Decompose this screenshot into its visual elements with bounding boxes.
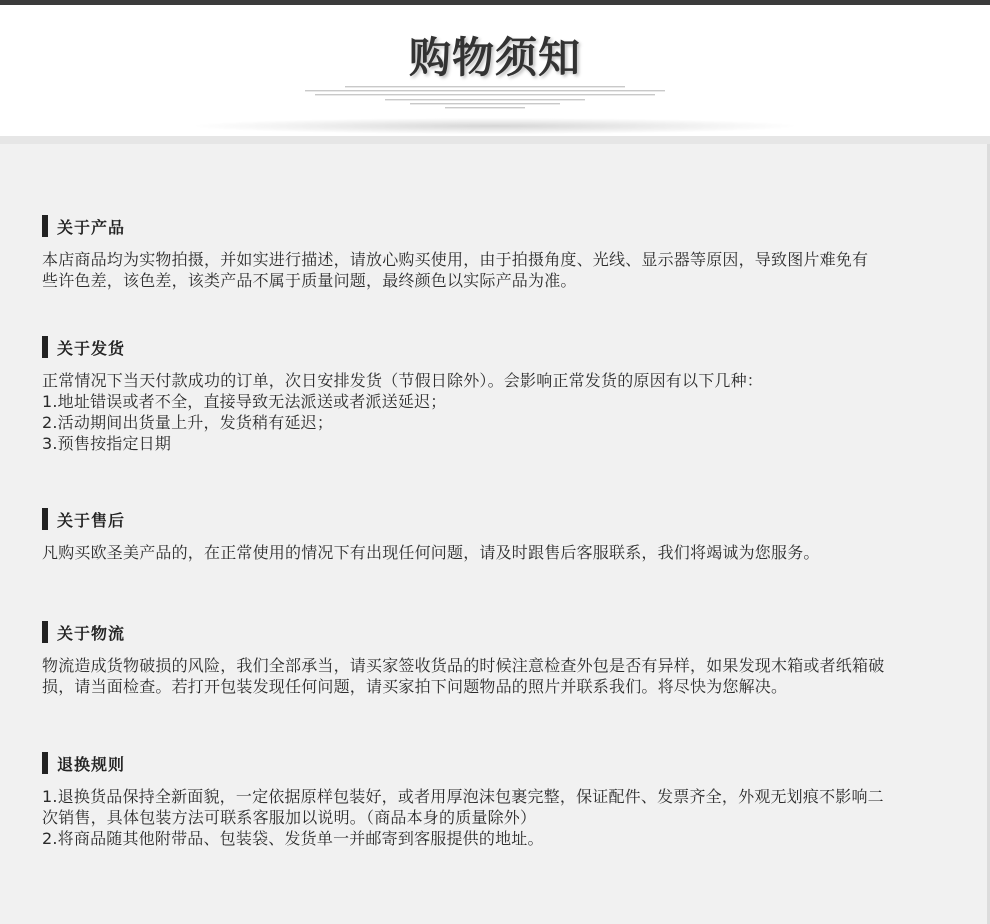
section-heading: [42, 214, 962, 238]
heading-text: 关于产品: [57, 217, 126, 237]
section-after-sales: [42, 507, 962, 563]
page-title: 购物须知: [408, 33, 581, 82]
heading-bar: [42, 215, 48, 237]
section-body: 凡购买欧圣美产品的，在正常使用的情况下有出现任何问题，请及时跟售后客服联系，我们将竭诚为您服务。: [42, 543, 820, 562]
section-return-policy: [42, 751, 962, 849]
heading-text: 关于物流: [57, 623, 126, 643]
banner: [0, 5, 990, 136]
section-heading: [42, 507, 962, 531]
heading-bar: [42, 752, 48, 774]
heading-text: 退换规则: [57, 754, 126, 774]
heading-text: 关于发货: [57, 338, 126, 358]
heading-text: 关于售后: [57, 510, 126, 530]
section-body: 正常情况下当天付款成功的订单，次日安排发货（节假日除外）。会影响正常发货的原因有以下几种： 1.地址错误或者不全，直接导致无法派送或者派送延迟； 2.活动期间出货量上升，发货稍有延迟； 3.预售按指定日期: [42, 371, 764, 453]
section-shipping: [42, 335, 962, 454]
separator: [0, 136, 990, 144]
heading-bar: [42, 621, 48, 643]
heading-bar: [42, 336, 48, 358]
section-logistics: [42, 620, 962, 697]
section-heading: [42, 751, 962, 775]
section-product: [42, 214, 962, 291]
heading-bar: [42, 508, 48, 530]
section-body: 1.退换货品保持全新面貌，一定依据原样包装好，或者用厚泡沫包裹完整，保证配件、发票齐全，外观无划痕不影响二 次销售，具体包装方法可联系客服加以说明。（商品本身的质量除外） 2.将商品随其他附带品、包装袋、发货单一并邮寄到客服提供的地址。: [42, 787, 884, 848]
section-body: 本店商品均为实物拍摄，并如实进行描述，请放心购买使用，由于拍摄角度、光线、显示器等原因，导致图片难免有 些许色差，该色差，该类产品不属于质量问题，最终颜色以实际产品为准。: [42, 250, 869, 290]
banner-shadow: [195, 118, 795, 134]
section-body: 物流造成货物破损的风险，我们全部承当，请买家签收货品的时候注意检查外包是否有异样，如果发现木箱或者纸箱破 损，请当面检查。若打开包装发现任何问题，请买家拍下问题物品的照片并联系我们。将尽快为您解决。: [42, 656, 885, 696]
decorative-fine-print: [305, 85, 665, 115]
section-heading: [42, 620, 962, 644]
section-heading: [42, 335, 962, 359]
